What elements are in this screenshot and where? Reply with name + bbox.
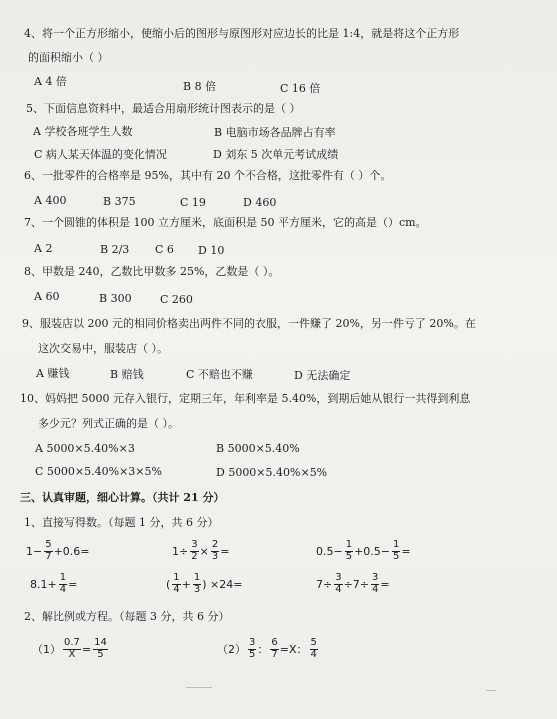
expr4-prefix: 8.1+ (30, 577, 57, 591)
q5-option-b: B 电脑市场各品牌占有率 (214, 126, 336, 139)
q7-option-d: D 10 (198, 244, 225, 257)
calc-expr-4 (30, 573, 78, 595)
problem1-equals: = (81, 642, 92, 656)
q6-stem: 6、一批零件的合格率是 95%，其中有 20 个不合格，这批零件有（ ）个。 (24, 169, 392, 182)
q6-option-d: D 460 (243, 196, 277, 209)
expr2-operator: × (199, 544, 209, 558)
problem2-colon: ： (257, 642, 269, 656)
q5-option-d: D 刘东 5 次单元考试成绩 (213, 148, 339, 161)
q4-stem-line2: 的面积缩小（ ） (28, 51, 109, 64)
calc-expr-1 (26, 540, 91, 562)
expr3-prefix: 0.5− (316, 544, 343, 558)
expr3-middle: +0.5− (354, 544, 391, 558)
q8-option-c: C 260 (160, 293, 193, 306)
calc-expr-2 (172, 540, 230, 562)
problem2-fraction-2: $\frac{6}{7}$ (271, 637, 278, 660)
problem1-fraction-right: $\frac{14}{5}$ (94, 637, 107, 660)
q4-option-a: A 4 倍 (34, 75, 67, 88)
q6-option-c: C 19 (180, 196, 206, 209)
q10-option-c: C 5000×5.40%×3×5% (35, 465, 162, 478)
expr6-fraction-1: $\frac{3}{4}$ (335, 572, 342, 595)
calc-expr-3 (316, 540, 412, 562)
q9-stem-line1: 9、服装店以 200 元的相同价格卖出两件不同的衣服，一件赚了 20%，另一件亏了 20%。在 (22, 317, 476, 330)
problem1-label: （1） (32, 642, 61, 656)
expr3-fraction-1: $\frac{1}{5}$ (345, 539, 353, 562)
q7-option-a: A 2 (34, 242, 53, 255)
q8-stem: 8、甲数是 240，乙数比甲数多 25%，乙数是（ ）。 (24, 265, 280, 278)
q8-option-b: B 300 (99, 292, 132, 305)
scan-mark (486, 690, 496, 691)
problem2-fraction-3: $\frac{5}{4}$ (310, 637, 317, 660)
q6-option-b: B 375 (103, 195, 136, 208)
problem2-label: （2） (217, 642, 246, 656)
q7-option-b: B 2/3 (100, 243, 130, 256)
expr1-prefix: 1− (26, 544, 43, 558)
q4-option-c: C 16 倍 (280, 82, 321, 95)
calc-expr-6 (316, 573, 391, 595)
expr5-prefix: ( (166, 577, 171, 591)
expr5-suffix: ) ×24= (202, 577, 243, 591)
expr6-middle: ÷7÷ (343, 577, 370, 591)
q9-option-a: A 赚钱 (36, 367, 70, 380)
q10-stem-line2: 多少元？列式正确的是（ ）。 (38, 417, 179, 430)
expr3-fraction-2: $\frac{1}{5}$ (393, 539, 400, 562)
section3-sub2: 2、解比例或方程。（每题 3 分，共 6 分） (24, 610, 230, 623)
q6-option-a: A 400 (34, 194, 67, 207)
q4-stem-line1: 4、将一个正方形缩小，使缩小后的图形与原图形对应边长的比是 1:4，就是将这个正方形 (24, 27, 460, 40)
expr4-suffix: = (68, 577, 78, 591)
q5-stem: 5、下面信息资料中，最适合用扇形统计图表示的是（ ） (26, 102, 301, 115)
q10-stem-line1: 10、妈妈把 5000 元存入银行，定期三年，年利率是 5.40%，到期后她从银行一共得到利息 (20, 392, 471, 405)
section3-sub1: 1、直接写得数。（每题 1 分，共 6 分） (24, 516, 219, 529)
expr2-prefix: 1÷ (172, 544, 189, 558)
q9-option-d: D 无法确定 (294, 369, 351, 382)
q7-stem: 7、一个圆锥的体积是 100 立方厘米，底面积是 50 平方厘米，它的高是（）cm。 (24, 216, 427, 229)
expr5-fraction-2: $\frac{1}{3}$ (193, 572, 201, 595)
q9-option-b: B 赔钱 (110, 368, 144, 381)
q10-option-b: B 5000×5.40% (216, 442, 300, 455)
q7-option-c: C 6 (155, 243, 174, 256)
q4-option-b: B 8 倍 (183, 80, 217, 93)
problem2-middle: =X： (279, 642, 308, 656)
calc-expr-5 (166, 573, 243, 595)
expr2-fraction-1: $\frac{3}{2}$ (191, 539, 198, 562)
q10-option-a: A 5000×5.40%×3 (35, 442, 135, 455)
problem2-fraction-1: $\frac{3}{5}$ (249, 637, 256, 660)
expr1-fraction: $\frac{5}{7}$ (45, 539, 52, 562)
q9-stem-line2: 这次交易中，服装店（ ）。 (38, 342, 168, 355)
q5-option-c: C 病人某天体温的变化情况 (34, 148, 167, 161)
expr6-prefix: 7÷ (316, 577, 333, 591)
expr6-fraction-2: $\frac{3}{4}$ (372, 572, 379, 595)
q8-option-a: A 60 (34, 290, 60, 303)
expr5-operator: + (181, 577, 191, 591)
q5-option-a: A 学校各班学生人数 (33, 125, 133, 138)
expr3-suffix: = (401, 544, 411, 558)
problem1-fraction-left: $\frac{0.7}{X}$ (64, 637, 80, 660)
q10-option-d: D 5000×5.40%×5% (216, 466, 328, 479)
expr4-fraction: $\frac{1}{4}$ (59, 572, 67, 595)
expr2-fraction-2: $\frac{2}{3}$ (211, 539, 219, 562)
expr2-suffix: = (220, 544, 230, 558)
expr5-fraction-1: $\frac{1}{4}$ (173, 572, 180, 595)
section3-title: 三、认真审题，细心计算。（共计 21 分） (20, 491, 225, 504)
solve-problem-1 (32, 638, 109, 660)
solve-problem-2 (217, 638, 319, 660)
q9-option-c: C 不赔也不赚 (186, 368, 253, 381)
expr1-suffix: +0.6= (53, 544, 90, 558)
expr6-suffix: = (380, 577, 390, 591)
scan-mark (186, 687, 212, 688)
